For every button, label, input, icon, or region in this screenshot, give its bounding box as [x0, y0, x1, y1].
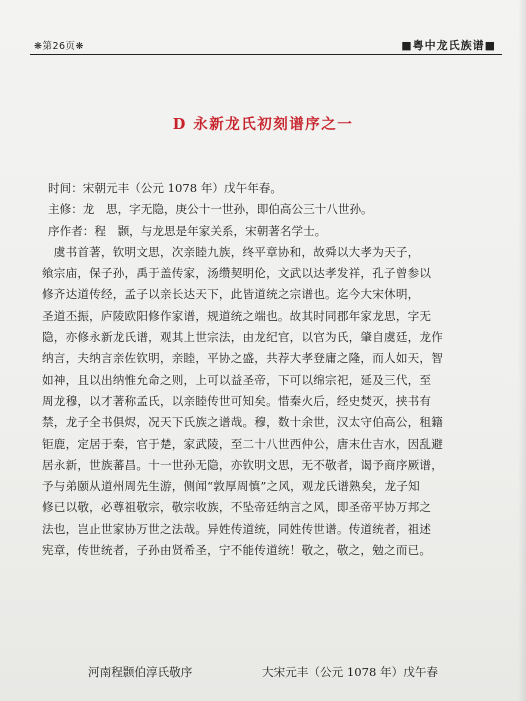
text-line: 居永新，世族蕃昌。十一世孙无隐，亦钦明文思，无不敬者，谒予商序厥谱， [42, 457, 443, 472]
book-title: ■粤中龙氏族谱■ [401, 39, 496, 52]
meta-author: 序作者：程 颢，与龙思是年家关系，宋朝著名学士。 [48, 223, 327, 238]
text-line: 如神，且以出纳惟允命之则，上可以益圣帝，下可以绵宗祀，延及三代，至 [42, 372, 432, 387]
text-line: 修已以敬，必尊祖敬宗，敬宗收族，不坠帝廷纳言之风，即圣帝平协万邦之 [42, 500, 432, 515]
text-line: 法也，岂止世家协万世之法哉。异姓传道统，同姓传世谱。传道统者，祖述 [42, 521, 432, 536]
page-edge-shadow [518, 0, 526, 701]
page-header [0, 28, 526, 58]
text-line: 修齐达道传经，孟子以亲长达天下，此皆道统之宗谱也。迄今大宋休明， [42, 287, 420, 302]
signature-author: 河南程颢伯淳氏敬序 [88, 665, 193, 679]
text-line: 周龙穆，以才著称孟氏，以亲睦传世可知矣。惜秦火后，经史焚灭，挟书有 [42, 393, 432, 408]
document-body [42, 178, 516, 561]
text-line: 宪章，传世统者，子孙由贤希圣，宁不能传道统！敬之，敬之，勉之而已。 [42, 543, 432, 558]
text-line: 禁，龙子全书俱烬，况天下氏族之谱哉。穆，数十余世，汉太守伯高公，租籍 [42, 415, 443, 430]
text-line: 予与弟颐从道州周先生游，侧闻“敦厚周慎”之风，观龙氏谱熟矣，龙子知 [42, 479, 420, 494]
preface-text [42, 242, 516, 561]
text-line: 圣道丕振，庐陵欧阳修作家谱，规道统之端也。故其时同郡年家龙思，字无 [42, 308, 432, 323]
text-line: 隐，亦修永新龙氏谱，观其上世宗法，由龙纪官，以官为氏，肇自虞廷，龙作 [42, 330, 443, 345]
header-rule [30, 54, 502, 55]
text-line: 虞书首著，钦明文思，次亲睦九族，终平章协和，故舜以大孝为天子， [42, 244, 420, 259]
section-title: D 永新龙氏初刻谱序之一 [172, 116, 354, 133]
meta-editor: 主修：龙 思，字无隐，庚公十一世孙，即伯高公三十八世孙。 [48, 202, 373, 217]
signature-date: 大宋元丰（公元 1078 年）戊午春 [262, 665, 439, 679]
page-number: ❋第26页❋ [34, 41, 85, 52]
text-line: 纳言，夫纳言亲佐钦明，亲睦，平协之盛，共荐大孝登庸之隆，而人如天，智 [42, 351, 443, 366]
meta-time: 时间：宋朝元丰（公元 1078 年）戊午年春。 [48, 181, 282, 195]
text-line: 钜鹿，定居于秦，官于楚，家武陵，至二十八世西仲公，唐末仕吉水，因乱避 [42, 436, 443, 451]
text-line: 飨宗庙，保子孙，禹于盖传家，汤缵契明伦，文武以达孝发祥，孔子曾参以 [42, 266, 432, 281]
